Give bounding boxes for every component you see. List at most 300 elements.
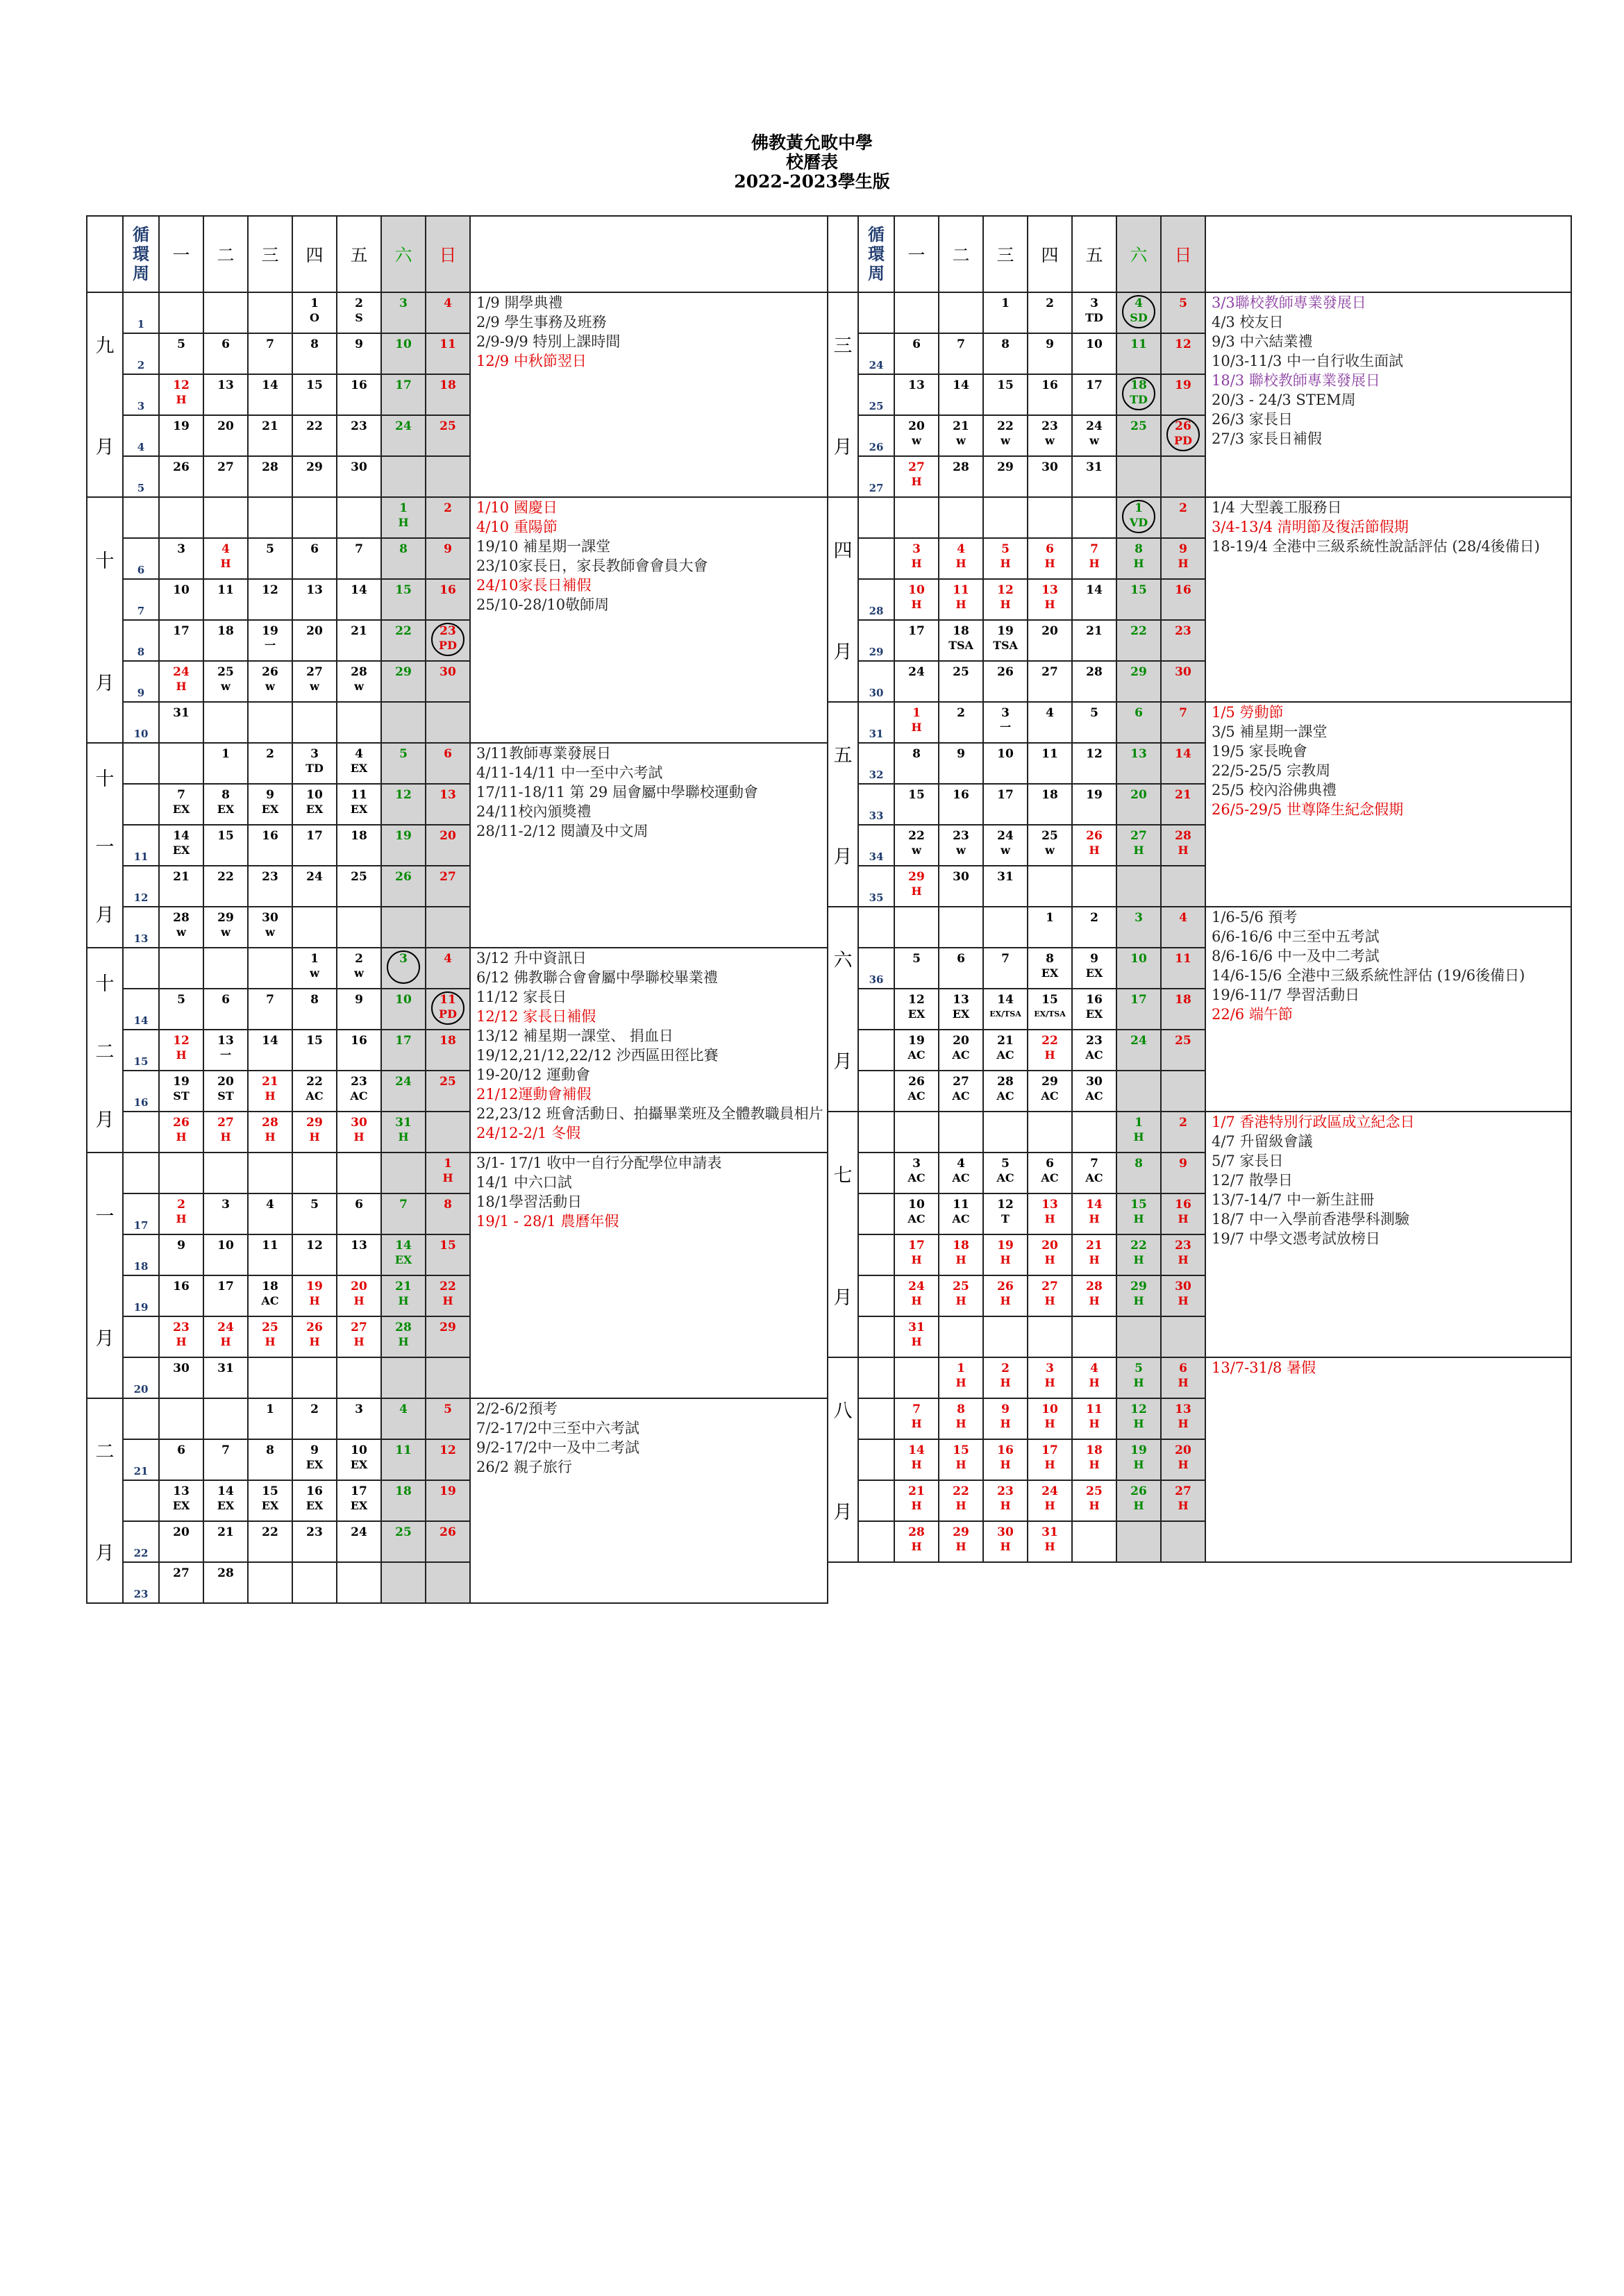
day-code: AC [1041,1171,1059,1184]
event-line: 26/3 家長日 [1212,411,1293,428]
month-label [828,702,858,907]
day-number: 12 [440,1443,456,1457]
day-cell [983,620,1028,661]
day-code: H [398,1335,409,1348]
week-row [87,497,828,538]
event-line: 6/6-16/6 中三至中五考試 [1212,928,1380,945]
day-code: AC [996,1171,1014,1184]
day-cell [1116,1357,1161,1398]
day-number: 2 [355,952,363,966]
day-cell [894,1153,939,1193]
day-cell [1161,948,1205,989]
day-cell [983,415,1028,456]
day-number: 16 [351,1034,367,1048]
events-cell [1205,1357,1571,1562]
day-number: 29 [306,1116,323,1130]
day-cell [292,1357,337,1398]
day-number: 1 [1135,501,1143,515]
day-number: 28 [1086,665,1103,679]
day-number: 10 [1041,1402,1058,1416]
day-number: 17 [173,624,190,638]
day-code: H [1133,1212,1144,1225]
day-code: H [1133,1417,1144,1430]
day-code: H [1178,1294,1189,1307]
day-cell [939,743,983,784]
day-cell [939,1316,983,1357]
day-cell [1161,1521,1205,1562]
month-label [87,1153,123,1398]
event-line: 3/4-13/4 清明節及復活節假期 [1212,519,1409,535]
day-number: 2 [444,501,452,515]
day-number: 20 [1041,1239,1058,1252]
cycle-week-value: 7 [137,605,145,617]
weekday-header: 四 [1028,216,1072,292]
day-cell [381,1398,426,1439]
day-number: 9 [310,1443,319,1457]
day-cell [1028,661,1072,702]
day-code: AC [952,1171,970,1184]
day-cell [894,825,939,866]
cycle-week-number [123,620,159,661]
day-number: 21 [1175,788,1191,802]
day-number: 22 [395,624,412,638]
event-line: 20/3 - 24/3 STEM周 [1212,392,1356,408]
day-code: H [265,1335,276,1348]
day-number: 26 [997,665,1014,679]
day-cell [983,497,1028,538]
day-number: 1 [221,747,230,761]
day-code: EX [350,803,368,816]
day-code: EX [1041,966,1059,980]
event-line: 23/10家長日，家長教師會會員大會 [476,558,708,574]
cycle-week-number [858,1521,894,1562]
day-code: AC [1041,1089,1059,1103]
day-code: H [220,1335,231,1348]
day-number: 13 [217,1034,234,1048]
day-number: 4 [399,1402,408,1416]
day-cell [1028,1153,1072,1193]
day-cell [1116,374,1161,415]
day-cell [939,1030,983,1071]
day-cell [426,1275,470,1316]
month-label [87,1398,123,1603]
day-cell [159,1071,203,1112]
day-number: 5 [1135,1361,1143,1375]
cycle-week-value: 5 [137,482,145,494]
day-number: 6 [355,1198,363,1212]
weekday-header: 六 [1116,216,1161,292]
day-number: 5 [444,1402,452,1416]
day-code: EX [217,1499,235,1512]
day-number: 20 [1130,788,1147,802]
event-line: 13/7-31/8 暑假 [1212,1359,1316,1376]
day-number: 28 [1086,1280,1103,1293]
day-cell [939,1112,983,1153]
day-cell [426,374,470,415]
event-line: 2/9 學生事務及班務 [476,314,607,330]
day-code: H [1089,844,1100,857]
month-char: 二 [95,1441,115,1463]
day-cell [1028,702,1072,743]
weekday-header: 二 [939,216,983,292]
month-chars [87,1399,122,1602]
month-char: 月 [95,1543,115,1565]
day-cell [1161,456,1205,497]
day-number: 28 [953,460,969,474]
day-number: 8 [957,1402,965,1416]
day-code: H [176,680,187,693]
day-cell [983,1234,1028,1275]
day-cell [1116,702,1161,743]
day-cell [426,1398,470,1439]
day-cell [292,333,337,374]
day-cell [1028,1357,1072,1398]
day-number: 1 [310,296,319,310]
day-cell [1161,292,1205,333]
day-number: 13 [173,1484,190,1498]
day-number: 14 [1086,583,1103,597]
day-number: 12 [173,378,190,392]
day-cell [248,1562,292,1603]
day-cell [248,743,292,784]
cycle-week-number [123,538,159,579]
cycle-week-value: 15 [133,1055,149,1068]
cycle-week-number [858,292,894,333]
day-code: TD [1085,311,1103,324]
day-number: 11 [953,1198,969,1212]
event-line: 28/11-2/12 閱讀及中文周 [476,823,648,839]
day-cell [426,1071,470,1112]
day-code: H [442,1171,453,1184]
day-code: H [1133,1130,1144,1143]
day-number: 23 [351,1075,367,1089]
day-number: 16 [440,583,456,597]
day-cell [894,333,939,374]
day-cell [381,989,426,1030]
day-number: 4 [1046,706,1054,720]
day-cell [248,825,292,866]
day-cell [337,1439,381,1480]
cycle-week-value: 35 [869,891,884,904]
day-number: 21 [262,1075,278,1089]
day-cell [1072,538,1116,579]
event-line: 3/1- 17/1 收中一自行分配學位申請表 [476,1155,722,1171]
day-cell [292,579,337,620]
cycle-week-number [123,1562,159,1603]
cycle-week-value: 9 [137,687,145,699]
day-cell [1161,579,1205,620]
day-number: 26 [1130,1484,1147,1498]
day-number: 9 [177,1239,185,1252]
day-cell [1028,374,1072,415]
day-code: 一 [264,639,276,652]
day-code: H [1178,1212,1189,1225]
day-cell [894,907,939,948]
day-cell [292,1275,337,1316]
day-number: 19 [440,1484,456,1498]
day-cell [159,1398,203,1439]
day-cell [1161,1234,1205,1275]
day-code: H [1044,1212,1055,1225]
day-number: 8 [444,1198,452,1212]
day-cell [381,456,426,497]
day-code: 一 [219,1048,231,1062]
day-number: 18 [351,829,367,843]
day-number: 11 [217,583,234,597]
day-cell [248,538,292,579]
day-number: 24 [1130,1034,1147,1048]
day-code: H [955,1294,966,1307]
month-chars [87,744,122,947]
day-code: w [1089,434,1099,447]
day-number: 30 [262,911,278,925]
cycle-week-number [858,948,894,989]
cycle-week-value: 24 [869,359,884,371]
day-number: 9 [355,993,363,1007]
week-row [828,907,1571,948]
day-cell [337,1071,381,1112]
cycle-week-value: 10 [133,728,149,740]
day-cell [292,743,337,784]
cycle-week-number [123,1316,159,1357]
month-label [828,497,858,702]
day-cell [159,1030,203,1071]
day-number: 21 [262,419,278,433]
day-cell [248,579,292,620]
day-number: 28 [262,1116,278,1130]
day-code: H [1044,1294,1055,1307]
month-chars [87,948,122,1152]
day-code: 一 [999,721,1011,734]
day-number: 19 [997,624,1014,638]
day-number: 24 [173,665,190,679]
day-number: 19 [262,624,278,638]
day-code: H [1000,1253,1011,1266]
day-cell [337,661,381,702]
day-code: H [398,1294,409,1307]
day-code: H [176,1212,187,1225]
event-line: 1/4 大型義工服務日 [1212,499,1342,516]
week-row [828,1112,1571,1153]
event-line: 3/5 補星期一課堂 [1212,723,1328,740]
month-char: 一 [95,1205,115,1227]
day-cell [426,825,470,866]
day-number: 8 [266,1443,274,1457]
day-number: 14 [217,1484,234,1498]
day-cell [1161,620,1205,661]
day-number: 29 [1130,665,1147,679]
day-code: AC [1085,1048,1103,1062]
day-number: 18 [953,1239,969,1252]
day-cell [337,989,381,1030]
day-cell [1028,1398,1072,1439]
cycle-week-value: 26 [869,441,884,453]
day-code: H [309,1335,320,1348]
day-cell [426,1480,470,1521]
day-cell [337,1316,381,1357]
day-code: TSA [993,639,1018,652]
day-cell [939,784,983,825]
day-number: 19 [1175,378,1191,392]
day-cell [381,497,426,538]
day-code: H [955,1540,966,1553]
cycle-week-number [123,702,159,743]
cycle-week-number [123,292,159,333]
cycle-header-char: 周 [868,263,885,283]
calendar-left-table [86,215,828,1604]
right-body [828,216,1571,1562]
cycle-week-number [858,374,894,415]
month-char: 十 [95,769,115,791]
cycle-week-number [858,1112,894,1153]
cycle-week-value: 8 [137,646,145,658]
day-number: 31 [1041,1525,1058,1539]
day-number: 15 [1130,1198,1147,1212]
day-cell [939,456,983,497]
day-code: O [310,311,319,324]
day-cell [426,1234,470,1275]
day-number: 13 [440,788,456,802]
day-cell [203,825,248,866]
event-line: 14/6-15/6 全港中三級系統性評估 (19/6後備日) [1212,967,1525,984]
day-cell [203,743,248,784]
event-line: 22,23/12 班會活動日、拍攝畢業班及全體教職員相片 [476,1105,823,1122]
day-cell [292,1439,337,1480]
day-cell [939,1275,983,1316]
day-number: 9 [1090,952,1098,966]
day-cell [983,866,1028,907]
cycle-week-number [858,1275,894,1316]
day-code: AC [996,1089,1014,1103]
day-cell [939,1439,983,1480]
week-row [87,1398,828,1439]
day-cell [939,1480,983,1521]
day-cell [203,1275,248,1316]
month-label [828,292,858,497]
day-number: 17 [1086,378,1103,392]
day-cell [159,1316,203,1357]
day-cell [159,1521,203,1562]
day-number: 4 [266,1198,274,1212]
day-code: H [911,721,922,734]
day-number: 6 [1135,706,1143,720]
cycle-week-number [858,1398,894,1439]
day-number: 3 [355,1402,363,1416]
day-number: 29 [1041,1075,1058,1089]
day-cell [337,825,381,866]
day-cell [203,1316,248,1357]
day-cell [426,743,470,784]
day-number: 28 [997,1075,1014,1089]
day-code: w [956,434,966,447]
day-code: EX [305,803,324,816]
day-number: 19 [173,419,190,433]
day-code: w [1001,434,1010,447]
day-number: 20 [217,1075,234,1089]
day-code: H [911,1253,922,1266]
cycle-week-number [858,620,894,661]
day-code: w [221,925,231,939]
day-number: 20 [908,419,925,433]
day-cell [381,1316,426,1357]
day-cell [894,948,939,989]
day-number: 22 [997,419,1014,433]
day-cell [1116,907,1161,948]
day-code: H [398,516,409,529]
day-number: 22 [306,1075,323,1089]
day-number: 18 [440,1034,456,1048]
day-cell [203,620,248,661]
day-code: EX [261,1499,279,1512]
day-cell [203,1030,248,1071]
day-cell [1116,620,1161,661]
day-cell [1028,1275,1072,1316]
day-number: 17 [908,1239,925,1252]
day-cell [894,1521,939,1562]
week-row [828,702,1571,743]
day-number: 26 [1086,829,1103,843]
day-code: VD [1129,516,1148,529]
cycle-week-number [123,456,159,497]
events-cell [470,1398,828,1603]
day-cell [203,1480,248,1521]
day-code: H [1044,1253,1055,1266]
day-number: 16 [1175,583,1191,597]
day-cell [983,1480,1028,1521]
day-cell [983,1071,1028,1112]
day-cell [939,702,983,743]
day-code: H [353,1335,365,1348]
day-number: 25 [953,665,969,679]
day-number: 12 [173,1034,190,1048]
day-cell [381,1030,426,1071]
day-number: 9 [444,542,452,556]
day-cell [1072,333,1116,374]
day-number: 26 [440,1525,456,1539]
day-number: 31 [173,706,190,720]
day-cell [939,1398,983,1439]
day-cell [1161,497,1205,538]
cycle-week-value: 22 [133,1547,149,1559]
document-title: 校曆表 [785,152,838,172]
day-number: 20 [1175,1443,1191,1457]
day-cell [292,1030,337,1071]
day-cell [248,620,292,661]
day-number: 24 [217,1321,234,1334]
events-header-cell [1205,216,1571,292]
document-header [0,133,1624,192]
cycle-week-number [123,579,159,620]
day-cell [381,1234,426,1275]
event-line: 2/9-9/9 特別上課時間 [476,333,621,350]
day-cell [894,456,939,497]
day-cell [1072,415,1116,456]
day-cell [159,538,203,579]
cycle-week-value: 33 [869,810,884,822]
cycle-week-number [858,497,894,538]
day-number: 24 [1086,419,1103,433]
month-char: 二 [95,1041,115,1063]
day-code: H [1178,1417,1189,1430]
day-number: 7 [1090,542,1098,556]
column-header-row [828,216,1571,292]
day-cell [292,661,337,702]
cycle-week-number [858,1234,894,1275]
day-number: 31 [908,1321,925,1334]
day-cell [381,702,426,743]
month-label [87,292,123,497]
day-number: 28 [217,1566,234,1580]
